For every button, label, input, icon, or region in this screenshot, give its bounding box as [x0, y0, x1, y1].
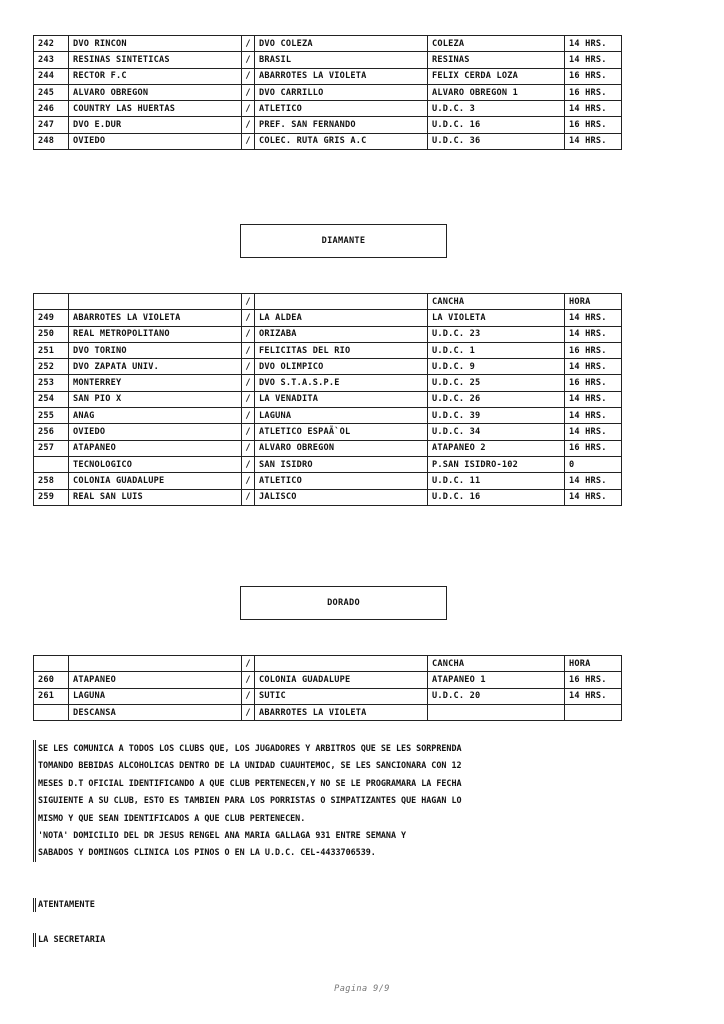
match-number-cell: 259	[34, 489, 69, 505]
field-cell: U.D.C. 3	[428, 101, 565, 117]
table-row	[34, 473, 622, 489]
table-row	[34, 36, 622, 52]
time-cell: 16 HRS.	[565, 375, 622, 391]
home-team-cell: RECTOR F.C	[69, 68, 242, 84]
away-team-cell: COLEC. RUTA GRIS A.C	[255, 133, 428, 149]
schedule-table-continued	[33, 35, 622, 150]
home-team-cell: MONTERREY	[69, 375, 242, 391]
table-body	[34, 36, 622, 150]
separator-cell: /	[242, 424, 255, 440]
field-cell: ATAPANEO 1	[428, 672, 565, 688]
match-number-cell: 260	[34, 672, 69, 688]
separator-cell: /	[242, 84, 255, 100]
field-cell: CANCHA	[428, 656, 565, 672]
away-team-cell: BRASIL	[255, 52, 428, 68]
table-header-row	[34, 656, 622, 672]
field-cell: U.D.C. 16	[428, 117, 565, 133]
table-header-row	[34, 294, 622, 310]
table-row	[34, 342, 622, 358]
away-team-cell: JALISCO	[255, 489, 428, 505]
notice-line: TOMANDO BEBIDAS ALCOHOLICAS DENTRO DE LA UNIDAD CUAUHTEMOC, SE LES SANCIONARA CON 12	[38, 760, 462, 771]
time-cell: 14 HRS.	[565, 133, 622, 149]
separator-cell: /	[242, 489, 255, 505]
time-cell: 14 HRS.	[565, 391, 622, 407]
notice-line: SABADOS Y DOMINGOS CLINICA LOS PINOS O EN LA U.D.C. CEL-4433706539.	[38, 847, 376, 858]
away-team-cell: ABARROTES LA VIOLETA	[255, 704, 428, 720]
home-team-cell: ANAG	[69, 408, 242, 424]
table-row	[34, 408, 622, 424]
home-team-cell: TECNOLOGICO	[69, 456, 242, 472]
field-cell: U.D.C. 11	[428, 473, 565, 489]
table-row	[34, 489, 622, 505]
match-number-cell	[34, 456, 69, 472]
away-team-cell: SUTIC	[255, 688, 428, 704]
home-team-cell: COUNTRY LAS HUERTAS	[69, 101, 242, 117]
separator-cell: /	[242, 52, 255, 68]
away-team-cell: LA VENADITA	[255, 391, 428, 407]
match-number-cell: 258	[34, 473, 69, 489]
field-cell: COLEZA	[428, 36, 565, 52]
table-row	[34, 672, 622, 688]
table-row	[34, 84, 622, 100]
time-cell: 14 HRS.	[565, 424, 622, 440]
table-row	[34, 68, 622, 84]
match-number-cell: 244	[34, 68, 69, 84]
table-row	[34, 440, 622, 456]
table-row	[34, 424, 622, 440]
home-team-cell: DVO RINCON	[69, 36, 242, 52]
table-row	[34, 117, 622, 133]
time-cell: 14 HRS.	[565, 101, 622, 117]
away-team-cell: ATLETICO	[255, 473, 428, 489]
notice-line: 'NOTA' DOMICILIO DEL DR JESUS RENGEL ANA MARIA GALLAGA 931 ENTRE SEMANA Y	[38, 830, 407, 841]
table-row	[34, 359, 622, 375]
away-team-cell: ATLETICO ESPAÃ`OL	[255, 424, 428, 440]
home-team-cell: REAL SAN LUIS	[69, 489, 242, 505]
time-cell: 16 HRS.	[565, 84, 622, 100]
match-number-cell: 245	[34, 84, 69, 100]
time-cell	[565, 704, 622, 720]
separator-cell: /	[242, 704, 255, 720]
match-number-cell: 247	[34, 117, 69, 133]
match-number-cell: 242	[34, 36, 69, 52]
field-cell: U.D.C. 25	[428, 375, 565, 391]
time-cell: 14 HRS.	[565, 359, 622, 375]
match-number-cell: 248	[34, 133, 69, 149]
separator-cell: /	[242, 391, 255, 407]
away-team-cell: ATLETICO	[255, 101, 428, 117]
time-cell: 14 HRS.	[565, 489, 622, 505]
table-row	[34, 326, 622, 342]
table-row	[34, 704, 622, 720]
time-cell: 16 HRS.	[565, 342, 622, 358]
table-row	[34, 310, 622, 326]
match-number-cell: 253	[34, 375, 69, 391]
field-cell: RESINAS	[428, 52, 565, 68]
away-team-cell: DVO OLIMPICO	[255, 359, 428, 375]
home-team-cell: REAL METROPOLITANO	[69, 326, 242, 342]
home-team-cell: DVO TORINO	[69, 342, 242, 358]
separator-cell: /	[242, 117, 255, 133]
field-cell: U.D.C. 36	[428, 133, 565, 149]
separator-cell: /	[242, 672, 255, 688]
time-cell: 0	[565, 456, 622, 472]
separator-cell: /	[242, 359, 255, 375]
table-row	[34, 133, 622, 149]
field-cell: U.D.C. 9	[428, 359, 565, 375]
match-number-cell: 261	[34, 688, 69, 704]
match-number-cell: 252	[34, 359, 69, 375]
separator-cell: /	[242, 688, 255, 704]
match-number-cell	[34, 704, 69, 720]
field-cell: U.D.C. 20	[428, 688, 565, 704]
separator-cell: /	[242, 36, 255, 52]
home-team-cell: RESINAS SINTETICAS	[69, 52, 242, 68]
home-team-cell: ABARROTES LA VIOLETA	[69, 310, 242, 326]
home-team-cell: ATAPANEO	[69, 440, 242, 456]
time-cell: HORA	[565, 294, 622, 310]
away-team-cell: PREF. SAN FERNANDO	[255, 117, 428, 133]
field-cell: LA VIOLETA	[428, 310, 565, 326]
field-cell: ALVARO OBREGON 1	[428, 84, 565, 100]
match-number-cell: 249	[34, 310, 69, 326]
home-team-cell: DVO ZAPATA UNIV.	[69, 359, 242, 375]
time-cell: 14 HRS.	[565, 688, 622, 704]
home-team-cell: LAGUNA	[69, 688, 242, 704]
notice-line: SIGUIENTE A SU CLUB, ESTO ES TAMBIEN PARA LOS PORRISTAS O SIMPATIZANTES QUE HAGAN LO	[38, 795, 462, 806]
time-cell: 14 HRS.	[565, 326, 622, 342]
field-cell: FELIX CERDA LOZA	[428, 68, 565, 84]
time-cell: 14 HRS.	[565, 473, 622, 489]
match-number-cell: 251	[34, 342, 69, 358]
match-number-cell	[34, 656, 69, 672]
match-number-cell	[34, 294, 69, 310]
time-cell: 16 HRS.	[565, 440, 622, 456]
time-cell: HORA	[565, 656, 622, 672]
page-number: Pagina 9/9	[334, 984, 390, 994]
time-cell: 14 HRS.	[565, 408, 622, 424]
field-cell: U.D.C. 34	[428, 424, 565, 440]
home-team-cell	[69, 294, 242, 310]
home-team-cell: DVO E.DUR	[69, 117, 242, 133]
home-team-cell: OVIEDO	[69, 424, 242, 440]
field-cell: U.D.C. 23	[428, 326, 565, 342]
separator-cell: /	[242, 342, 255, 358]
time-cell: 14 HRS.	[565, 310, 622, 326]
field-cell: U.D.C. 26	[428, 391, 565, 407]
separator-cell: /	[242, 656, 255, 672]
match-number-cell: 257	[34, 440, 69, 456]
match-number-cell: 246	[34, 101, 69, 117]
section-title-dorado: DORADO	[240, 586, 447, 620]
away-team-cell: DVO CARRILLO	[255, 84, 428, 100]
schedule-table-dorado	[33, 655, 622, 721]
away-team-cell: FELICITAS DEL RIO	[255, 342, 428, 358]
match-number-cell: 250	[34, 326, 69, 342]
field-cell: U.D.C. 39	[428, 408, 565, 424]
home-team-cell: ATAPANEO	[69, 672, 242, 688]
section-title-diamante: DIAMANTE	[240, 224, 447, 258]
time-cell: 14 HRS.	[565, 52, 622, 68]
away-team-cell: ALVARO OBREGON	[255, 440, 428, 456]
field-cell: U.D.C. 1	[428, 342, 565, 358]
closing-text: ATENTAMENTE	[33, 898, 95, 912]
table-body	[34, 656, 622, 721]
field-cell: CANCHA	[428, 294, 565, 310]
table-row	[34, 688, 622, 704]
separator-cell: /	[242, 440, 255, 456]
separator-cell: /	[242, 310, 255, 326]
away-team-cell: LAGUNA	[255, 408, 428, 424]
home-team-cell: DESCANSA	[69, 704, 242, 720]
field-cell: U.D.C. 16	[428, 489, 565, 505]
time-cell: 14 HRS.	[565, 36, 622, 52]
separator-cell: /	[242, 326, 255, 342]
separator-cell: /	[242, 101, 255, 117]
match-number-cell: 254	[34, 391, 69, 407]
away-team-cell: DVO S.T.A.S.P.E	[255, 375, 428, 391]
away-team-cell	[255, 294, 428, 310]
home-team-cell: OVIEDO	[69, 133, 242, 149]
away-team-cell: ORIZABA	[255, 326, 428, 342]
notice-line: MISMO Y QUE SEAN IDENTIFICADOS A QUE CLUB PERTENECEN.	[38, 812, 306, 823]
signature-text: LA SECRETARIA	[33, 933, 105, 947]
table-row	[34, 456, 622, 472]
time-cell: 16 HRS.	[565, 68, 622, 84]
separator-cell: /	[242, 294, 255, 310]
separator-cell: /	[242, 408, 255, 424]
home-team-cell: SAN PIO X	[69, 391, 242, 407]
notice-paragraph	[33, 740, 598, 862]
time-cell: 16 HRS.	[565, 117, 622, 133]
table-row	[34, 391, 622, 407]
home-team-cell: ALVARO OBREGON	[69, 84, 242, 100]
field-cell: P.SAN ISIDRO-102	[428, 456, 565, 472]
separator-cell: /	[242, 133, 255, 149]
separator-cell: /	[242, 375, 255, 391]
table-body	[34, 294, 622, 506]
field-cell: ATAPANEO 2	[428, 440, 565, 456]
time-cell: 16 HRS.	[565, 672, 622, 688]
away-team-cell: DVO COLEZA	[255, 36, 428, 52]
match-number-cell: 255	[34, 408, 69, 424]
away-team-cell: LA ALDEA	[255, 310, 428, 326]
schedule-table-diamante	[33, 293, 622, 506]
away-team-cell: COLONIA GUADALUPE	[255, 672, 428, 688]
home-team-cell: COLONIA GUADALUPE	[69, 473, 242, 489]
notice-line: SE LES COMUNICA A TODOS LOS CLUBS QUE, LOS JUGADORES Y ARBITROS QUE SE LES SORPRENDA	[38, 743, 462, 753]
away-team-cell: SAN ISIDRO	[255, 456, 428, 472]
table-row	[34, 101, 622, 117]
away-team-cell: ABARROTES LA VIOLETA	[255, 68, 428, 84]
separator-cell: /	[242, 68, 255, 84]
home-team-cell	[69, 656, 242, 672]
table-row	[34, 375, 622, 391]
separator-cell: /	[242, 456, 255, 472]
field-cell	[428, 704, 565, 720]
notice-line: MESES D.T OFICIAL IDENTIFICANDO A QUE CLUB PERTENECEN,Y NO SE LE PROGRAMARA LA FECHA	[38, 777, 462, 788]
away-team-cell	[255, 656, 428, 672]
match-number-cell: 243	[34, 52, 69, 68]
separator-cell: /	[242, 473, 255, 489]
table-row	[34, 52, 622, 68]
match-number-cell: 256	[34, 424, 69, 440]
